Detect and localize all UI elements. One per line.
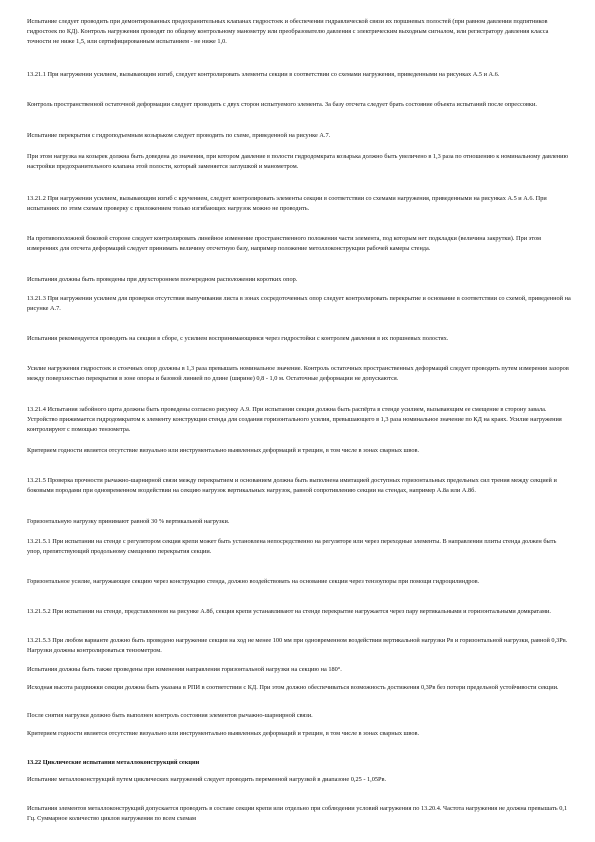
paragraph: Горизонтальную нагрузку принимают равной 30 % вертикальной нагрузки. [27,518,230,525]
paragraph: Испытание следует проводить при демонтированных предохранительных клапанах гидростоек и обеспечении гидравлической связи их поршневых полостей (при равном давлении подпятников гидростоек по КД). Контроль нагружения проводят по общему контрольному манометру или преобразователю давления с электрическим выходным сигналом, или регистратору давления класса точности не ниже 1,5, или сертифицированным испытанием - не ниже 1,0. [27,18,549,45]
paragraph: 13.21.1 При нагружении усилием, вызывающим изгиб, следует контролировать элементы секции в соответствии со схемами нагружения, приведенными на рисунках А.5 и А.6. [27,71,500,78]
paragraph: 13.21.2 При нагружении усилием, вызывающим изгиб с кручением, следует контролировать элементы секции в соответствии со схемами нагружения, приведенными на рисунках А.5 и А.6. При испытаниях по этим схемам проверку с приложением только изгибающих нагрузок можно не проводить. [27,195,547,212]
paragraph: Испытания должны быть проведены при двухстороннем поочередном расположении коротких опор. [27,276,298,283]
paragraph: Контроль пространственной остаточной деформации следует проводить с двух сторон испытуемого элемента. За базу отсчета следует брать состояние объекта испытаний после опрессовки. [27,101,537,108]
paragraph: Горизонтальное усилие, нагружающее секцию через конструкцию стенда, должно воздействовать на основание секции через тензоупоры при помощи гидроцилиндров. [27,578,480,585]
paragraph: Испытания рекомендуется проводить на секции в сборе, с усилием воспринимающимся через гидростойки с контролем давления в их поршневых полостях. [27,335,449,342]
paragraph: Испытания должны быть также проведены при изменении направления горизонтальной нагрузки на секцию на 180°. [27,666,342,673]
paragraph: 13.21.5.3 При любом варианте должно быть проведено нагружение секции на ход не менее 100 мм при одновременном воздействии вертикальной нагрузки Pв и горизонтальной нагрузки, равной 0,3Pв. Нагрузки должны контролироваться тензометром. [27,637,568,654]
paragraph: Критерием годности является отсутствие визуально или инструментально выявленных деформаций и трещин, в том числе в зонах сварных швов. [27,447,420,454]
paragraph: Испытание металлоконструкций путем циклических нагружений следует проводить переменной нагрузкой в диапазоне 0,25 - 1,05Pв. [27,776,387,783]
paragraph: 13.21.3 При нагружении усилием для проверки отсутствия выпучивания листа в зонах сосредоточенных опор следует контролировать перекрытие и основание в соответствии со схемой, приведенной на рисунке А.7. [27,295,571,312]
paragraph: 13.21.5 Проверка прочности рычажно-шарнирной связи между перекрытием и основанием должна быть выполнена имитацией доступных горизонтальных предельных сил трения между секцией и боковыми породами при одновременном воздействии на секцию нагрузок вертикальных нагрузок, равной сопротивлению секции на стендах, например А.8а или А.8б. [27,477,557,494]
paragraph: Усилие нагружения гидростоек и стоечных опор должны в 1,3 раза превышать номинальное значение. Контроль остаточных пространственных деформаций следует проводить путем измерения зазоров между поверхностью перекрытия в зоне опоры и базовой линией по длине (ширине) 0,8 - 1,0 м. Остаточные деформации не допускаются. [27,365,569,382]
paragraph: Испытание перекрытия с гидроподъемным козырьком следует проводить по схеме, приведенной на рисунке А.7. [27,132,331,139]
paragraph: Испытания элементов металлоконструкций допускается проводить в составе секции крепи или отдельно при соблюдении условий нагружения по 13.20.4. Частота нагружения не должна превышать 0,1 Гц. Суммарное количество циклов нагружения по всем схемам [27,805,568,822]
paragraph: При этом нагрузка на козырек должна быть доведена до значения, при котором давление в полости гидродомкрата козырька должно быть увеличено в 1,3 раза по отношению к номинальному давлению настройки предохранительного клапана этой полости, который заменяется заглушкой и манометром. [27,153,569,170]
paragraph: На противоположной боковой стороне следует контролировать линейное изменение пространственного положения части элемента, под которым нет подкладки (величина закрутки). При этом измерениях для отсчета деформаций следует принимать величину отсчетную базу, например положение метоллоконструкции рабочей камеры стенда. [27,235,542,252]
section-heading: 13.22 Циклические испытания металлоконструкций секции [27,759,200,766]
paragraph: 13.21.5.1 При испытании на стенде с регулятором секция крепи может быть установлена непосредственно на регуляторе или через переходные элементы. В направлении плиты стенда должен быть упор, препятствующий продольному смещению перекрытия секции. [27,538,557,555]
paragraph: Исходная высота раздвижки секции должна быть указана в РПИ в соответствии с КД. При этом должно обеспечиваться возможность достижения 0,3Pв без потери предельной устойчивости секции. [27,684,559,691]
paragraph: 13.21.4 Испытания забойного щита должны быть проведены согласно рисунку А.9. При испытании секция должна быть распёрта в стенде усилием, вызывающим ее смещение в сторону завала. Устройство прижимается гидродомкратом к элементу конструкции стенда для создания горизонтального усилия, превышающего в 1,3 раза номинальное значение по КД на краях. Усилие нагружения контролируют с помощью тензометра. [27,406,562,433]
paragraph: Критерием годности является отсутствие визуально или инструментально выявленных деформаций и трещин, в том числе в зонах сварных швов. [27,730,420,737]
paragraph: После снятия нагрузки должно быть выполнен контроль состояния элементов рычажно-шарнирной связи. [27,712,313,719]
paragraph: 13.21.5.2 При испытании на стенде, представленном на рисунке А.8б, секция крепи устанавливают на стенде перекрытие нагружается через пару вертикальными и горизонтальными домкратами. [27,608,551,615]
